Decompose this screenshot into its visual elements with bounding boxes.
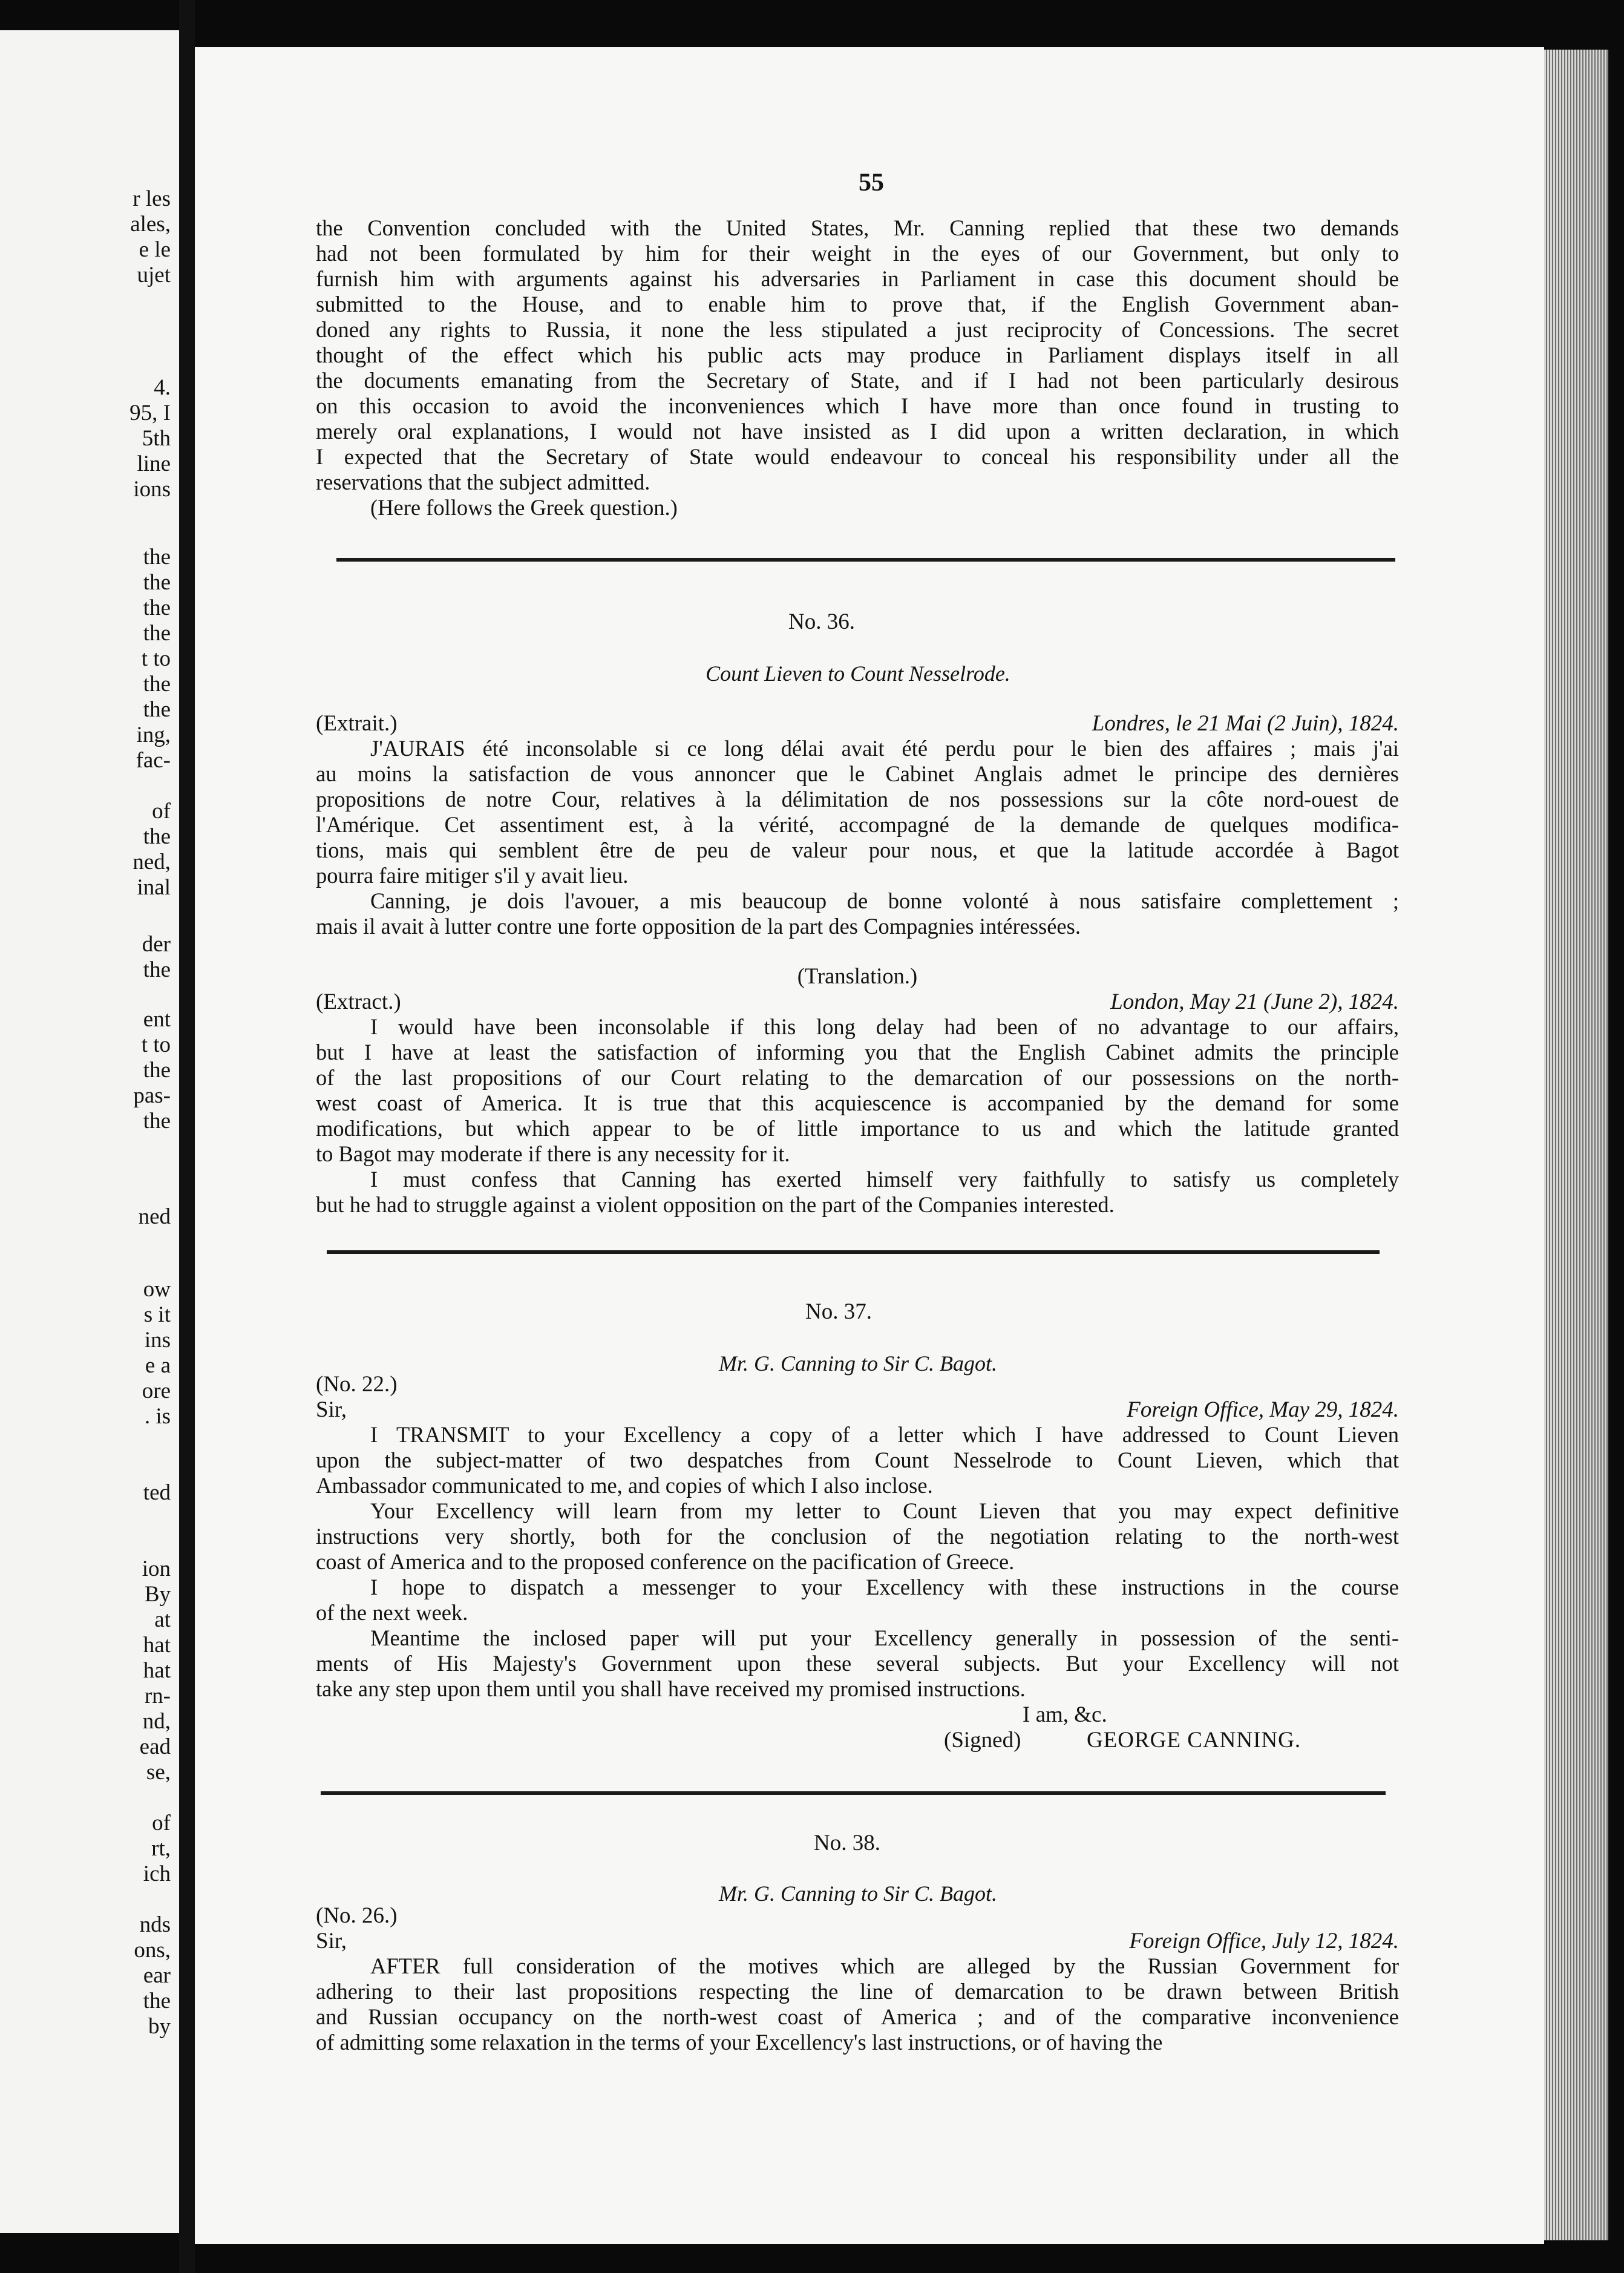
ref-row-38: [316, 1903, 1399, 1928]
left-fragment-text: 4.: [154, 375, 171, 400]
text-line: au moins la satisfaction de vous annoncer que le Cabinet Anglais admet le principe des dernières: [316, 761, 1399, 786]
left-fragment-text: nd,: [142, 1709, 171, 1734]
left-fragment-text: e le: [139, 237, 171, 262]
left-fragment-text: ich: [143, 1861, 171, 1886]
text-line: of admitting some relaxation in the terms of your Excellency's last instructions, or of having the: [316, 2030, 1163, 2055]
text-line: the Convention concluded with the United States, Mr. Canning replied that these two demands: [316, 215, 1399, 240]
text-line: tions, mais qui semblent être de peu de valeur pour nous, et que la latitude accordée à Bagot: [316, 838, 1399, 862]
left-fragment-text: the: [143, 957, 171, 982]
letter-38-para-1: [316, 1953, 1399, 2055]
left-fragment-text: ales,: [130, 212, 171, 237]
left-fragment-text: the: [143, 1109, 171, 1133]
meta-row-36-en: [316, 989, 1399, 1014]
left-fragment-text: ent: [143, 1007, 171, 1032]
left-fragment-text: line: [137, 451, 171, 476]
text-line: propositions de notre Cour, relatives à la délimitation de nos possessions sur la côte nord-ouest de: [316, 787, 1399, 812]
french-para-1: [316, 736, 1399, 888]
text-line: J'AURAIS été inconsolable si ce long délai avait été perdu pour le bien des affaires ; mais j'ai: [370, 736, 1399, 761]
page-edge-stack: [1544, 50, 1608, 2240]
doc-title-38: Mr. G. Canning to Sir C. Bagot.: [718, 1881, 998, 1906]
left-fragment-text: hat: [143, 1658, 171, 1683]
left-fragment-text: ins: [144, 1328, 171, 1353]
text-line: the documents emanating from the Secretary of State, and if I had not been particularly desirous: [316, 368, 1399, 393]
text-line: ments of His Majesty's Government upon these several subjects. But your Excellency will not: [316, 1651, 1399, 1676]
text-line: l'Amérique. Cet assentiment est, à la vérité, accompagné de la demande de quelques modifica-: [316, 812, 1399, 837]
text-line: doned any rights to Russia, it none the less stipulated a just reciprocity of Concessions. The secret: [316, 317, 1399, 342]
left-fragment-text: ore: [142, 1379, 171, 1403]
english-para-1: [316, 1014, 1399, 1167]
doc-number-36: No. 36.: [788, 609, 855, 634]
meta-row-37: [316, 1397, 1399, 1422]
meta-row-38: [316, 1928, 1399, 1953]
book-gutter: [179, 0, 195, 2273]
date-37: Foreign Office, May 29, 1824.: [1127, 1397, 1399, 1422]
left-fragment-text: ted: [143, 1480, 171, 1505]
text-line: Canning, je dois l'avouer, a mis beaucoup de bonne volonté à nous satisfaire complettement ;: [370, 888, 1399, 913]
text-line: Ambassador communicated to me, and copies of which I also inclose.: [316, 1473, 933, 1498]
left-fragment-text: der: [142, 932, 171, 957]
text-line: west coast of America. It is true that this acquiescence is accompanied by the demand for some: [316, 1091, 1399, 1115]
english-para-2: [316, 1167, 1399, 1218]
date-38: Foreign Office, July 12, 1824.: [1129, 1929, 1399, 1953]
text-line: but he had to struggle against a violent opposition on the part of the Companies interested.: [316, 1192, 1115, 1217]
left-fragment-text: r les: [133, 186, 171, 211]
date-en: London, May 21 (June 2), 1824.: [1110, 989, 1399, 1014]
doc-number-37: No. 37.: [805, 1299, 872, 1324]
left-fragment-text: inal: [137, 875, 171, 900]
section-rule: [321, 1791, 1386, 1795]
extract-label-en: (Extract.): [316, 989, 401, 1014]
text-line: Your Excellency will learn from my letter to Count Lieven that you may expect definitive: [370, 1498, 1399, 1523]
closing-37: I am, &c.: [1023, 1702, 1107, 1727]
left-fragment-text: ow: [143, 1277, 171, 1302]
left-fragment-text: the: [143, 697, 171, 722]
letter-37-para-2: [316, 1498, 1399, 1575]
text-line: I must confess that Canning has exerted himself very faithfully to satisfy us completely: [370, 1167, 1399, 1192]
text-line: modifications, but which appear to be of little importance to us and which the latitude granted: [316, 1116, 1399, 1141]
left-fragment-text: ead: [139, 1734, 171, 1759]
left-fragment-text: ned: [138, 1204, 171, 1229]
left-fragment-text: s it: [143, 1302, 171, 1327]
left-fragment-text: the: [143, 570, 171, 595]
left-fragment-text: the: [143, 672, 171, 697]
french-para-2: [316, 888, 1399, 939]
text-line: adhering to their last propositions respecting the line of demarcation to be drawn between British: [316, 1979, 1399, 2004]
left-fragment-text: se,: [146, 1760, 171, 1785]
left-fragment-text: By: [144, 1582, 171, 1607]
despatch-ref-38: (No. 26.): [316, 1903, 398, 1928]
text-line: but I have at least the satisfaction of informing you that the English Cabinet admits the principle: [316, 1040, 1399, 1064]
text-line: and Russian occupancy on the north-west coast of America ; and of the comparative inconvenience: [316, 2004, 1399, 2029]
doc-title-37: Mr. G. Canning to Sir C. Bagot.: [718, 1351, 998, 1376]
left-fragment-text: at: [154, 1607, 171, 1632]
left-fragment-text: ion: [142, 1556, 171, 1581]
section-rule: [336, 558, 1395, 562]
letter-37-para-1: [316, 1422, 1399, 1498]
text-line: instructions very shortly, both for the conclusion of the negotiation relating to the north-west: [316, 1524, 1399, 1549]
left-fragment-text: ing,: [136, 723, 171, 747]
french-text: [316, 736, 1399, 939]
left-fragment-text: of: [152, 1811, 171, 1835]
left-fragment-text: t to: [141, 646, 171, 671]
salutation-38: Sir,: [316, 1929, 347, 1953]
text-line: of the last propositions of our Court relating to the demarcation of our possessions on the north-: [316, 1065, 1399, 1090]
left-fragment-text: nds: [139, 1912, 171, 1937]
left-fragment-text: ons,: [134, 1938, 171, 1963]
left-fragment-text: ujet: [137, 263, 171, 287]
extract-label-fr: (Extrait.): [316, 711, 398, 736]
left-fragment-text: by: [148, 2014, 171, 2039]
text-line: I expected that the Secretary of State would endeavour to conceal his responsibility under all the: [316, 444, 1399, 469]
doc-title-36: Count Lieven to Count Nesselrode.: [706, 661, 1010, 686]
page-number: 55: [859, 169, 884, 197]
text-line: I TRANSMIT to your Excellency a copy of a letter which I have addressed to Count Lieven: [370, 1422, 1399, 1447]
meta-row-36-fr: [316, 710, 1399, 736]
text-line: merely oral explanations, I would not have insisted as I did upon a written declaration, in which: [316, 419, 1399, 444]
left-fragment-text: ions: [133, 477, 171, 502]
left-fragment-text: e a: [145, 1353, 171, 1378]
doc-number-38: No. 38.: [814, 1831, 880, 1855]
text-line: submitted to the House, and to enable him to prove that, if the English Government aban-: [316, 292, 1399, 317]
text-line: AFTER full consideration of the motives which are alleged by the Russian Government for: [370, 1953, 1399, 1978]
letter-38-body: [316, 1953, 1399, 2055]
intro-block: [316, 215, 1399, 520]
left-fragment-text: rt,: [151, 1836, 171, 1861]
text-line: pourra faire mitiger s'il y avait lieu.: [316, 863, 629, 888]
text-line: coast of America and to the proposed conference on the pacification of Greece.: [316, 1549, 1015, 1574]
text-line: had not been formulated by him for their weight in the eyes of our Government, but only to: [316, 241, 1399, 266]
text-line: on this occasion to avoid the inconveniences which I have more than once found in trusting to: [316, 393, 1399, 418]
text-line: I would have been inconsolable if this long delay had been of no advantage to our affairs,: [370, 1014, 1399, 1039]
text-line: to Bagot may moderate if there is any necessity for it.: [316, 1141, 790, 1166]
left-fragment-text: the: [143, 1058, 171, 1083]
left-fragment-text: 5th: [142, 426, 171, 451]
text-line: upon the subject-matter of two despatches from Count Nesselrode to Count Lieven, which that: [316, 1448, 1399, 1472]
left-fragment-text: fac-: [136, 748, 171, 773]
left-fragment-text: the: [143, 545, 171, 569]
signed-label: (Signed): [944, 1728, 1021, 1753]
left-fragment-text: t to: [141, 1032, 171, 1057]
text-line: take any step upon them until you shall have received my promised instructions.: [316, 1676, 1026, 1701]
text-line: Meantime the inclosed paper will put your Excellency generally in possession of the senti-: [370, 1625, 1399, 1650]
left-fragment-text: hat: [143, 1633, 171, 1658]
salutation-37: Sir,: [316, 1397, 347, 1422]
letter-37-para-4: [316, 1625, 1399, 1702]
section-rule: [327, 1250, 1380, 1254]
date-fr: Londres, le 21 Mai (2 Juin), 1824.: [1092, 711, 1399, 736]
left-fragment-text: rn-: [144, 1684, 171, 1708]
left-fragment-text: . is: [144, 1404, 171, 1429]
english-text: [316, 1014, 1399, 1218]
text-line: reservations that the subject admitted.: [316, 470, 650, 494]
ref-row-37: [316, 1371, 1399, 1397]
signature-37: [944, 1727, 1301, 1753]
left-fragment-text: the: [143, 824, 171, 849]
left-fragment-text: the: [143, 621, 171, 646]
text-line: I hope to dispatch a messenger to your Excellency with these instructions in the course: [370, 1575, 1399, 1599]
text-line: thought of the effect which his public acts may produce in Parliament displays itself in all: [316, 343, 1399, 367]
previous-page-fragment: [0, 30, 179, 2233]
text-line: of the next week.: [316, 1600, 468, 1625]
despatch-ref-37: (No. 22.): [316, 1372, 398, 1397]
text-line: furnish him with arguments against his adversaries in Parliament in case this document should be: [316, 266, 1399, 291]
left-fragment-text: the: [143, 595, 171, 620]
translation-heading: (Translation.): [797, 963, 918, 988]
intro-closing: (Here follows the Greek question.): [370, 495, 678, 520]
intro-text: [316, 215, 1399, 495]
signature-name: GEORGE CANNING.: [1086, 1728, 1301, 1753]
left-fragment-text: ear: [143, 1963, 171, 1988]
left-fragment-text: pas-: [133, 1083, 171, 1108]
letter-37-para-3: [316, 1575, 1399, 1625]
text-line: mais il avait à lutter contre une forte opposition de la part des Compagnies intéressées.: [316, 914, 1081, 939]
left-fragment-text: the: [143, 1989, 171, 2013]
left-fragment-text: ned,: [133, 850, 171, 874]
left-fragment-text: 95, I: [129, 401, 171, 425]
letter-37-body: [316, 1422, 1399, 1702]
left-fragment-text: of: [152, 799, 171, 824]
